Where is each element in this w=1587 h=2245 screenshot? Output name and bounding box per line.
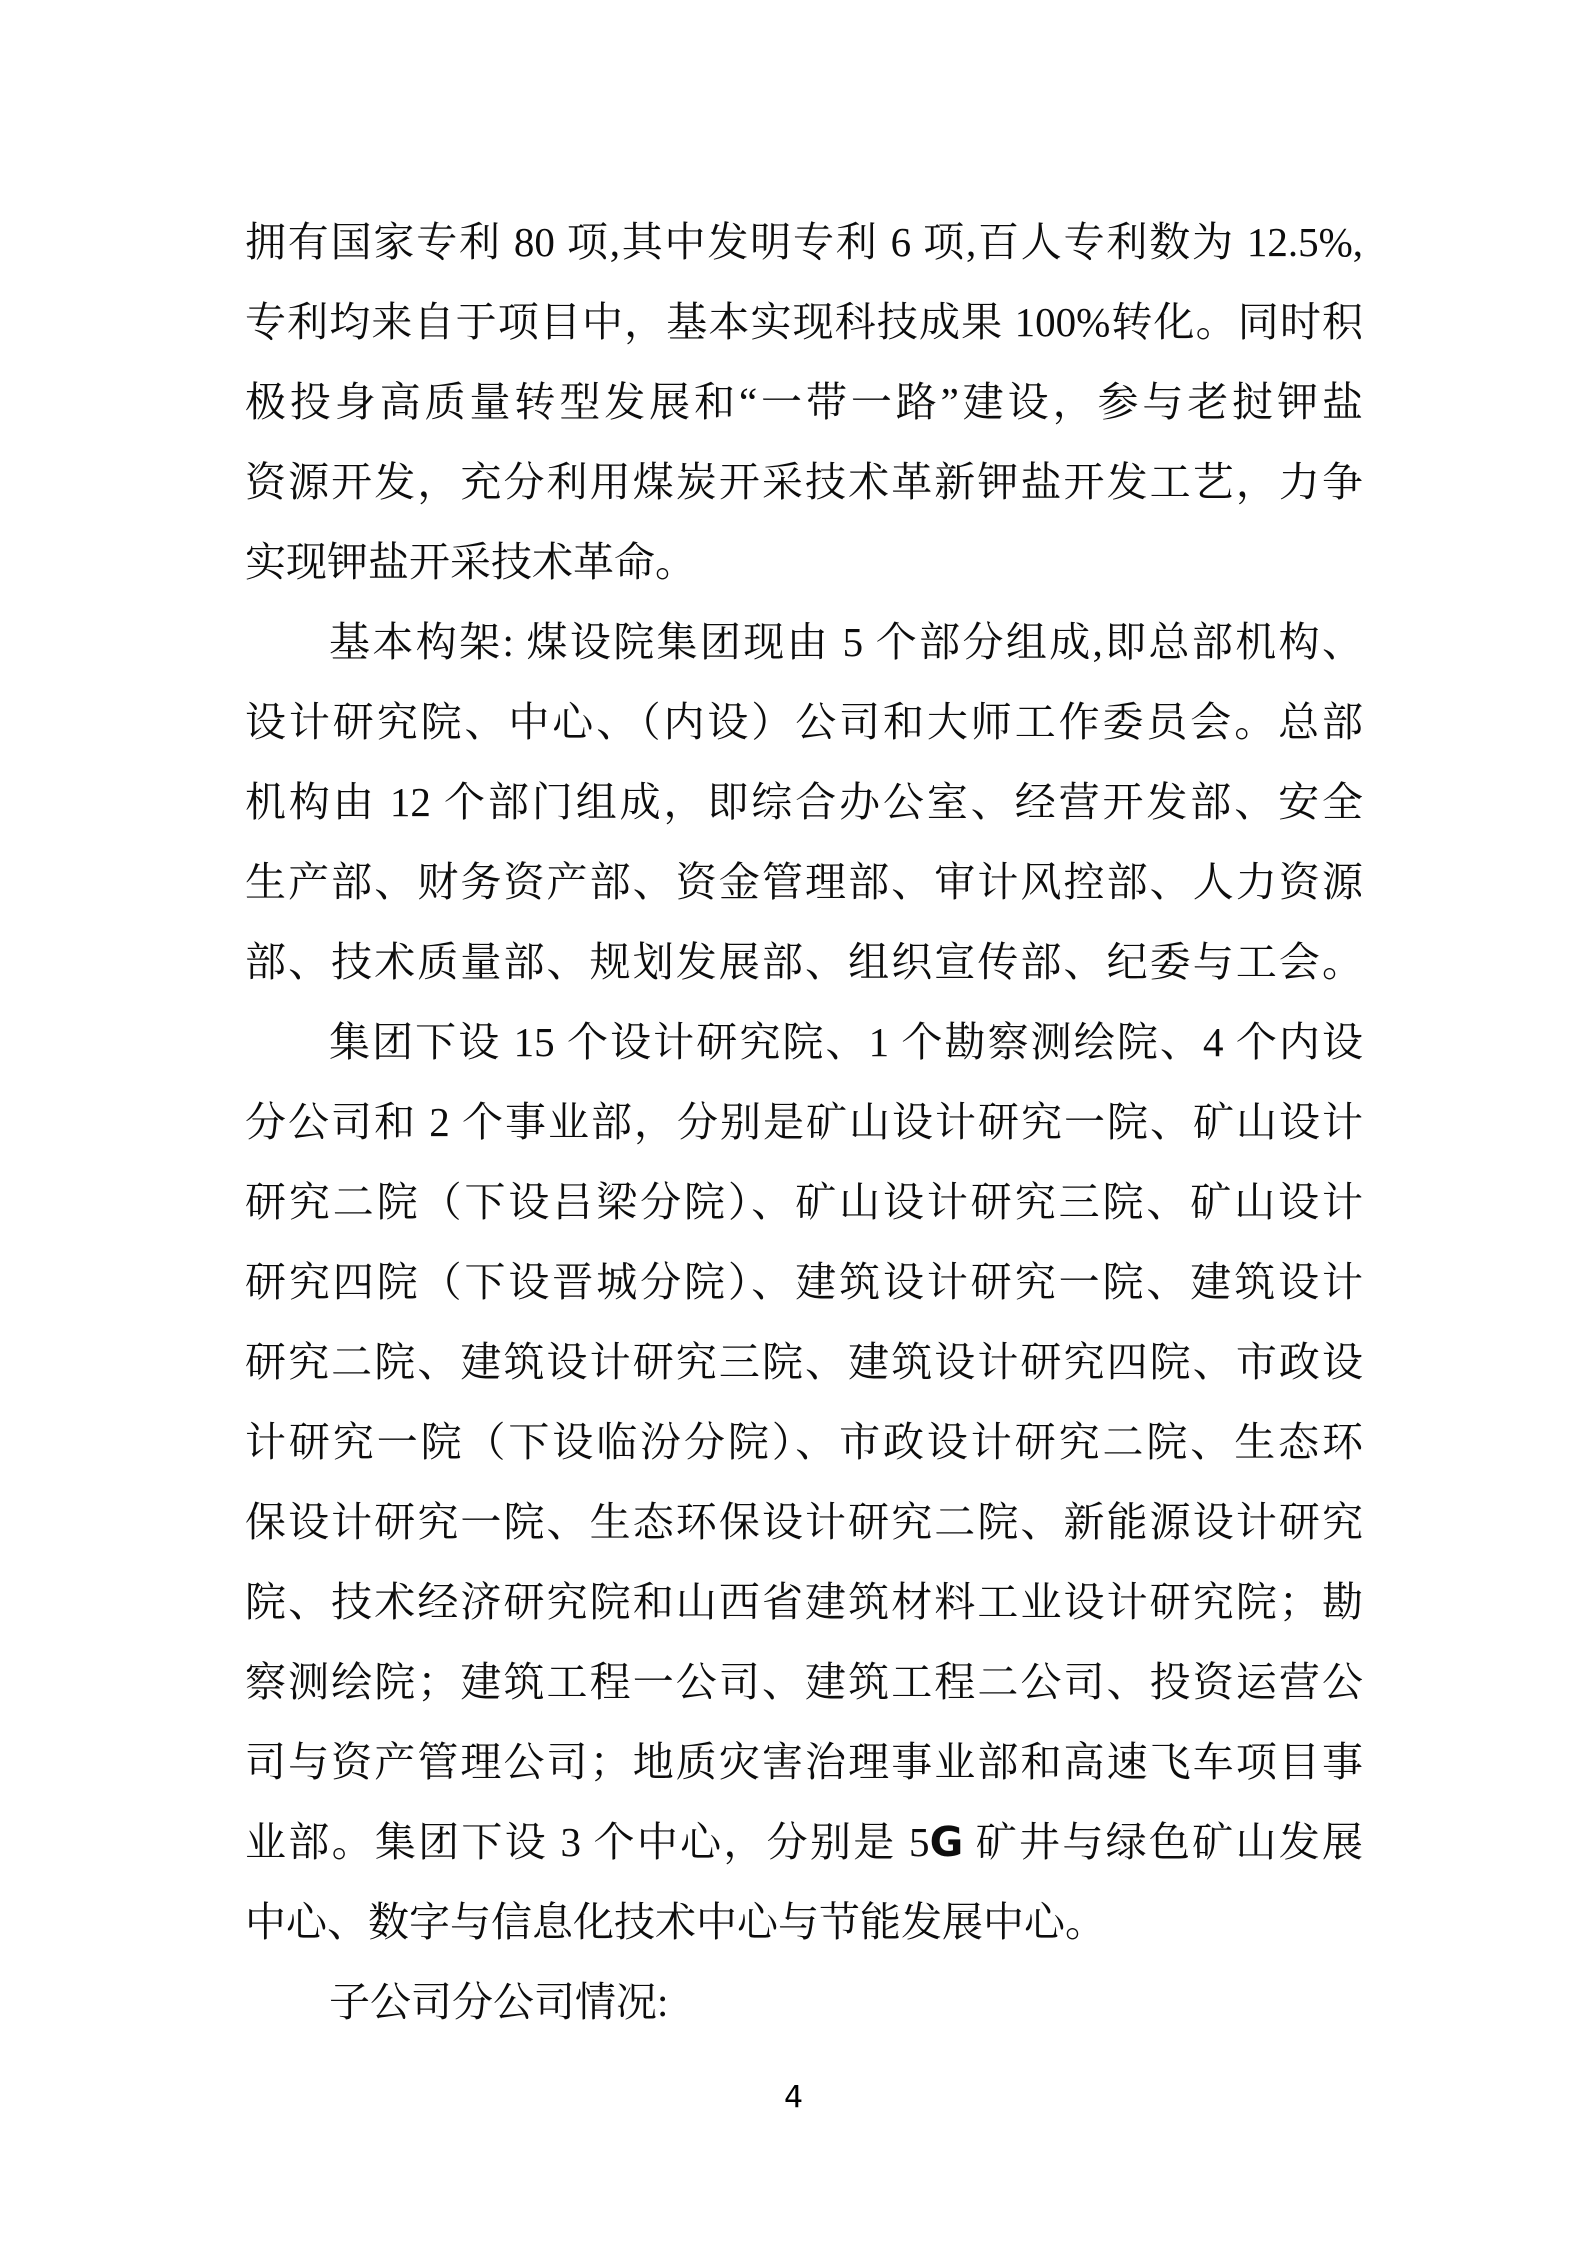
text-line: 中心、数字与信息化技术中心与节能发展中心。 — [245, 1899, 1106, 1945]
text-line: 基本构架: 煤设院集团现由 5 个部分组成,即总部机构、 — [329, 619, 1363, 665]
text-line: 察测绘院；建筑工程一公司、建筑工程二公司、投资运营公 — [245, 1659, 1363, 1705]
text-line: 机构由 12 个部门组成，即综合办公室、经营开发部、安全 — [245, 779, 1363, 825]
text-line: 研究二院（下设吕梁分院）、矿山设计研究三院、矿山设计 — [245, 1179, 1363, 1225]
text-line: 分公司和 2 个事业部，分别是矿山设计研究一院、矿山设计 — [245, 1099, 1363, 1145]
text-line: 计研究一院（下设临汾分院）、市政设计研究二院、生态环 — [245, 1419, 1363, 1465]
text-line: 部、技术质量部、规划发展部、组织宣传部、纪委与工会。 — [245, 939, 1363, 985]
latin-bold-text: G — [929, 1818, 964, 1866]
text-line: 拥有国家专利 80 项,其中发明专利 6 项,百人专利数为 12.5%, — [245, 219, 1363, 265]
page-number: 4 — [783, 2080, 804, 2115]
text-line: 研究二院、建筑设计研究三院、建筑设计研究四院、市政设 — [245, 1339, 1363, 1385]
text-line: 实现钾盐开采技术革命。 — [245, 539, 696, 585]
text-line: 子公司分公司情况: — [329, 1979, 669, 2025]
text-line: 司与资产管理公司；地质灾害治理事业部和高速飞车项目事 — [245, 1739, 1363, 1785]
text-line: 专利均来自于项目中，基本实现科技成果 100%转化。同时积 — [245, 299, 1363, 345]
text-line: 生产部、财务资产部、资金管理部、审计风控部、人力资源 — [245, 859, 1363, 905]
text-line — [245, 1802, 1363, 1882]
text-line: 资源开发，充分利用煤炭开采技术革新钾盐开发工艺，力争 — [245, 459, 1363, 505]
text-line: 保设计研究一院、生态环保设计研究二院、新能源设计研究 — [245, 1499, 1363, 1545]
text-line: 院、技术经济研究院和山西省建筑材料工业设计研究院；勘 — [245, 1579, 1363, 1625]
text-line: 研究四院（下设晋城分院）、建筑设计研究一院、建筑设计 — [245, 1259, 1363, 1305]
document-body — [245, 202, 1363, 2042]
text-segment: 业部。集团下设 3 个中心，分别是 5 — [245, 1819, 930, 1865]
text-line: 极投身高质量转型发展和“一带一路”建设，参与老挝钾盐 — [245, 379, 1363, 425]
text-line: 设计研究院、中心、（内设）公司和大师工作委员会。总部 — [245, 699, 1363, 745]
text-line: 集团下设 15 个设计研究院、1 个勘察测绘院、4 个内设 — [329, 1019, 1363, 1065]
text-segment: 矿井与绿色矿山发展 — [963, 1819, 1364, 1865]
